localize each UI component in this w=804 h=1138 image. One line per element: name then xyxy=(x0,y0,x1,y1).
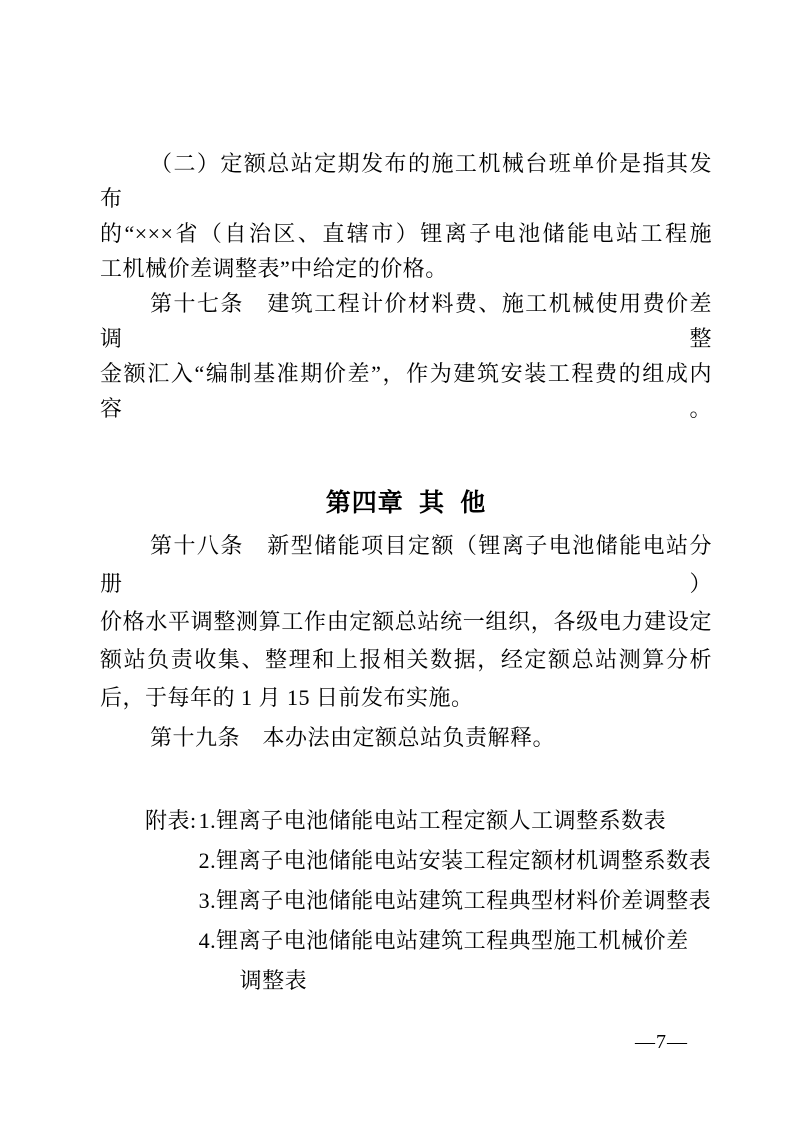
text-line: （二）定额总站定期发布的施工机械台班单价是指其发布 xyxy=(100,151,712,211)
paragraph-article-19 xyxy=(100,719,712,757)
page-number: —7— xyxy=(635,1031,688,1053)
paragraph-article-17 xyxy=(100,286,712,426)
appendix-item-4: 4.锂离子电池储能电站建筑工程典型施工机械价差 xyxy=(198,928,689,953)
appendix-items xyxy=(199,801,712,1001)
appendix-item-3: 3.锂离子电池储能电站建筑工程典型材料价差调整表 xyxy=(198,888,712,913)
text-line: 的“×××省（自治区、直辖市）锂离子电池储能电站工程施 xyxy=(100,221,712,246)
paragraph-item-2 xyxy=(100,146,712,286)
text-line: 第十七条 建筑工程计价材料费、施工机械使用费价差调整 xyxy=(100,291,712,351)
text-line: 金额汇入“编制基准期价差”，作为建筑安装工程费的组成内容。 xyxy=(100,361,712,421)
appendix-label: 附表: xyxy=(145,808,197,833)
appendix-item-4-continuation: 调整表 xyxy=(239,968,308,993)
chapter-heading: 第四章 其 他 xyxy=(325,490,487,517)
appendix-list xyxy=(100,801,712,1001)
appendix-item-2: 2.锂离子电池储能电站安装工程定额材机调整系数表 xyxy=(198,848,712,873)
text-line: 额站负责收集、整理和上报相关数据，经定额总站测算分析 xyxy=(100,647,712,672)
text-line: 后，于每年的 1 月 15 日前发布实施。 xyxy=(100,685,474,710)
text-line: 第十九条 本办法由定额总站负责解释。 xyxy=(150,725,556,750)
appendix-item-1: 1.锂离子电池储能电站工程定额人工调整系数表 xyxy=(198,808,667,833)
text-line: 第十八条 新型储能项目定额（锂离子电池储能电站分册） xyxy=(100,533,712,596)
paragraph-article-18 xyxy=(100,527,712,717)
text-line: 价格水平调整测算工作由定额总站统一组织，各级电力建设定 xyxy=(100,609,712,634)
text-line: 工机械价差调整表”中给定的价格。 xyxy=(100,256,448,281)
